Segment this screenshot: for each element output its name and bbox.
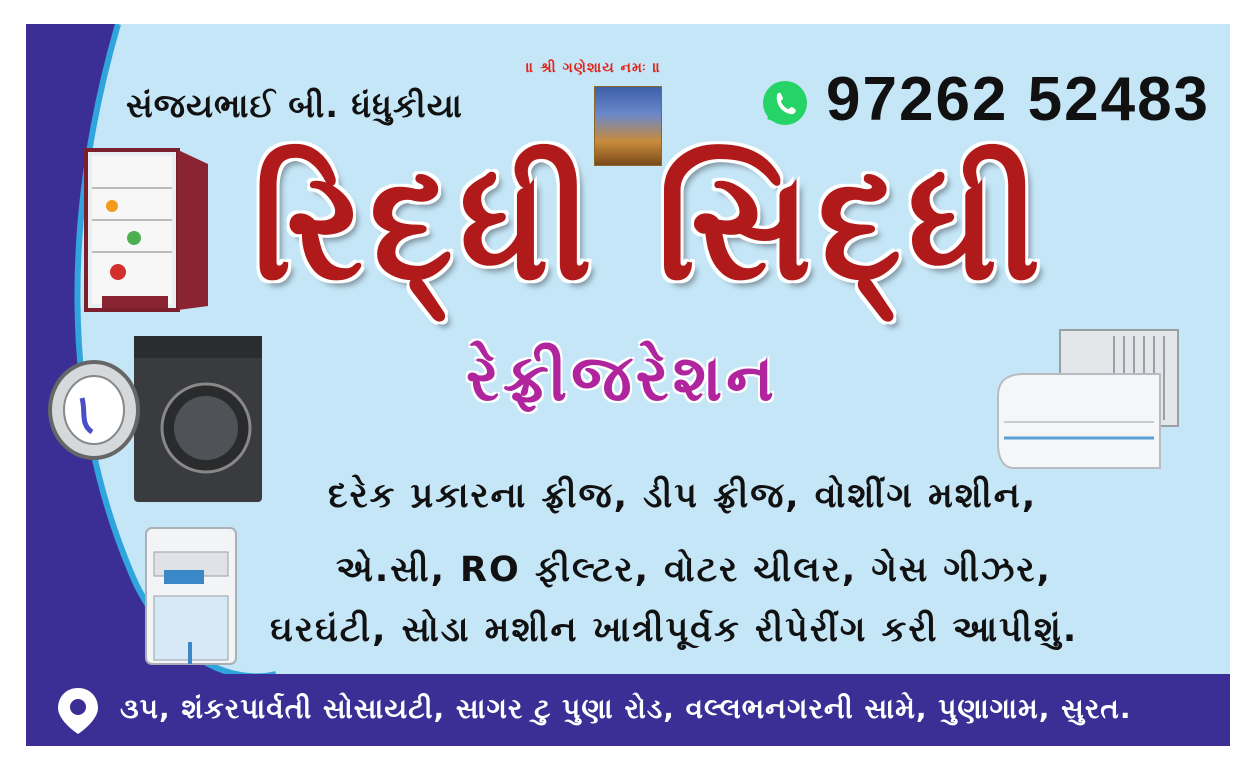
refrigerator-icon	[82, 146, 212, 316]
address-text: ૩૫, શંકરપાર્વતી સોસાયટી, સાગર ટુ પુણા રોડ, વલ્લભનગરની સામે, પુણાગામ, સુરત.	[120, 692, 1132, 725]
blessing-text: ॥ શ્રી ગણેશાય નમઃ ॥	[526, 60, 662, 76]
brand-subtitle: રેફ્રીજરેશન	[466, 342, 778, 416]
phone-number[interactable]: 97262 52483	[826, 65, 1211, 134]
services-line-2: એ.સી, RO ફીલ્ટર, વોટર ચીલર, ગેસ ગીઝર,	[336, 550, 1052, 590]
location-pin-icon	[56, 686, 100, 736]
ro-purifier-icon	[142, 524, 240, 668]
brand-name: રિદ્ધી સિદ્ધી	[252, 140, 1047, 314]
whatsapp-icon	[760, 78, 810, 128]
services-line-3: ઘરઘંટી, સોડા મશીન ખાત્રીપૂર્વક રીપેરીંગ કરી આપીશું.	[270, 610, 1079, 650]
owner-name: સંજયભાઈ બી. ધંધુકીયા	[126, 86, 463, 125]
business-card	[26, 24, 1230, 746]
services-line-1: દરેક પ્રકારના ફ્રીજ, ડીપ ફ્રીજ, વોશીંગ મશીન,	[328, 476, 1038, 516]
washing-machine-icon	[46, 332, 266, 504]
footer-bar	[26, 674, 1230, 746]
air-conditioner-icon	[994, 326, 1184, 474]
